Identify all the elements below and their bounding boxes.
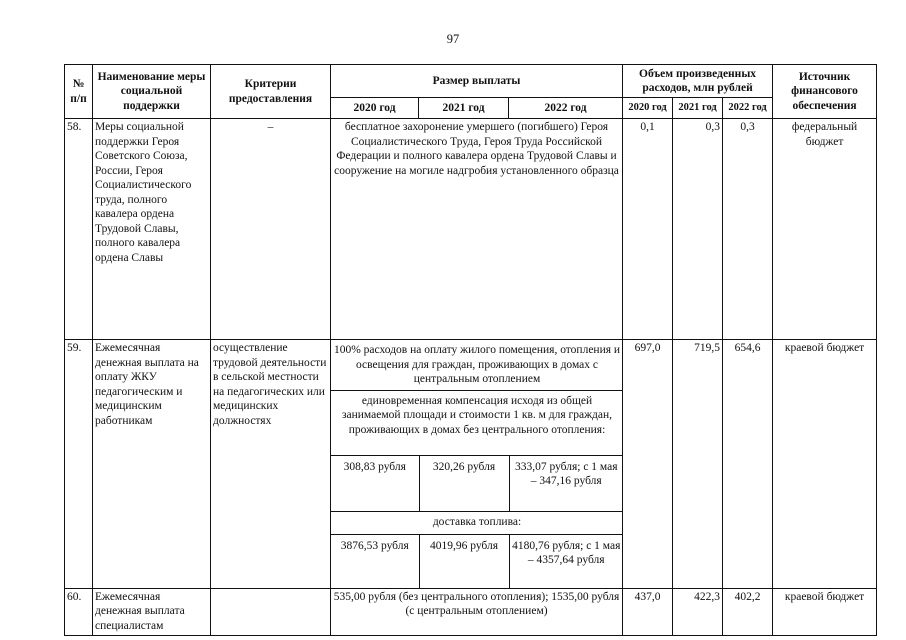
row-volume-2021: 422,3: [673, 588, 723, 635]
payment-central-heating: 100% расходов на оплату жилого помещения, отопления и освещения для граждан, проживающих в домах с центральным отоплением: [333, 344, 621, 385]
row-volume-2020: 0,1: [623, 119, 673, 340]
row-volume-2020: 697,0: [623, 340, 673, 589]
header-payment-year-2021: 2021 год: [419, 98, 509, 119]
social-support-table: [64, 64, 877, 636]
row-num: 60.: [65, 588, 93, 635]
table-row: [65, 340, 877, 589]
header-volume-year-2020: 2020 год: [623, 98, 673, 119]
row-source: федеральный бюджет: [773, 119, 877, 340]
fuel-amount-2021: 4019,96 рубля: [419, 534, 509, 588]
row-payment: [331, 340, 623, 589]
page-number: 97: [446, 32, 460, 46]
row-criteria: осуществление трудовой деятельности в сельской местности на педагогических или медицинских должностях: [211, 340, 331, 589]
amount-2021: 320,26 рубля: [419, 455, 509, 511]
amount-2022: 333,07 рубля; с 1 мая – 347,16 рубля: [509, 455, 623, 511]
row-payment: бесплатное захоронение умершего (погибшего) Героя Социалистического Труда, Героя Труда Российской Федерации и полного кавалера ордена Трудовой Славы и сооружение на могиле надгробия установленного образца: [331, 119, 623, 340]
header-volume-year-2022: 2022 год: [723, 98, 773, 119]
header-payment-year-2022: 2022 год: [509, 98, 623, 119]
row-volume-2021: 0,3: [673, 119, 723, 340]
header-name: Наименование меры социальной поддержки: [93, 65, 211, 119]
header-row: [65, 65, 877, 98]
amount-2020: 308,83 рубля: [331, 455, 419, 511]
table-row: [65, 119, 877, 340]
row-volume-2020: 437,0: [623, 588, 673, 635]
header-volume: Объем произведенных расходов, млн рублей: [623, 65, 773, 98]
table-row: [65, 588, 877, 635]
row-volume-2022: 402,2: [723, 588, 773, 635]
payment-fuel-delivery: доставка топлива:: [331, 511, 623, 534]
row-criteria: –: [211, 119, 331, 340]
row-volume-2022: 0,3: [723, 119, 773, 340]
row-volume-2022: 654,6: [723, 340, 773, 589]
header-num: № п/п: [65, 65, 93, 119]
row-criteria: [211, 588, 331, 635]
row-name: Ежемесячная денежная выплата специалистам: [93, 588, 211, 635]
row-volume-2021: 719,5: [673, 340, 723, 589]
row-source: краевой бюджет: [773, 588, 877, 635]
row-name: Ежемесячная денежная выплата на оплату ЖКУ педагогическим и медицинским работникам: [93, 340, 211, 589]
payment-no-central-heating: единовременная компенсация исходя из общей занимаемой площади и стоимости 1 кв. м для граждан, проживающих в домах без центрального отопления:: [331, 390, 623, 455]
row-source: краевой бюджет: [773, 340, 877, 589]
header-payment: Размер выплаты: [331, 65, 623, 98]
header-payment-year-2020: 2020 год: [331, 98, 419, 119]
header-criteria: Критерии предоставления: [211, 65, 331, 119]
row-payment: 535,00 рубля (без центрального отопления); 1535,00 рубля (с центральным отоплением): [331, 588, 623, 635]
row-num: 59.: [65, 340, 93, 589]
header-volume-year-2021: 2021 год: [673, 98, 723, 119]
fuel-amount-2020: 3876,53 рубля: [331, 534, 419, 588]
fuel-amount-2022: 4180,76 рубля; с 1 мая – 4357,64 рубля: [509, 534, 623, 588]
payment-subtable: [331, 340, 623, 588]
row-name: Меры социальной поддержки Героя Советского Союза, России, Героя Социалистического труда, полного кавалера ордена Трудовой Славы, полного кавалера ордена Славы: [93, 119, 211, 340]
row-num: 58.: [65, 119, 93, 340]
header-source: Источник финансового обеспечения: [773, 65, 877, 119]
